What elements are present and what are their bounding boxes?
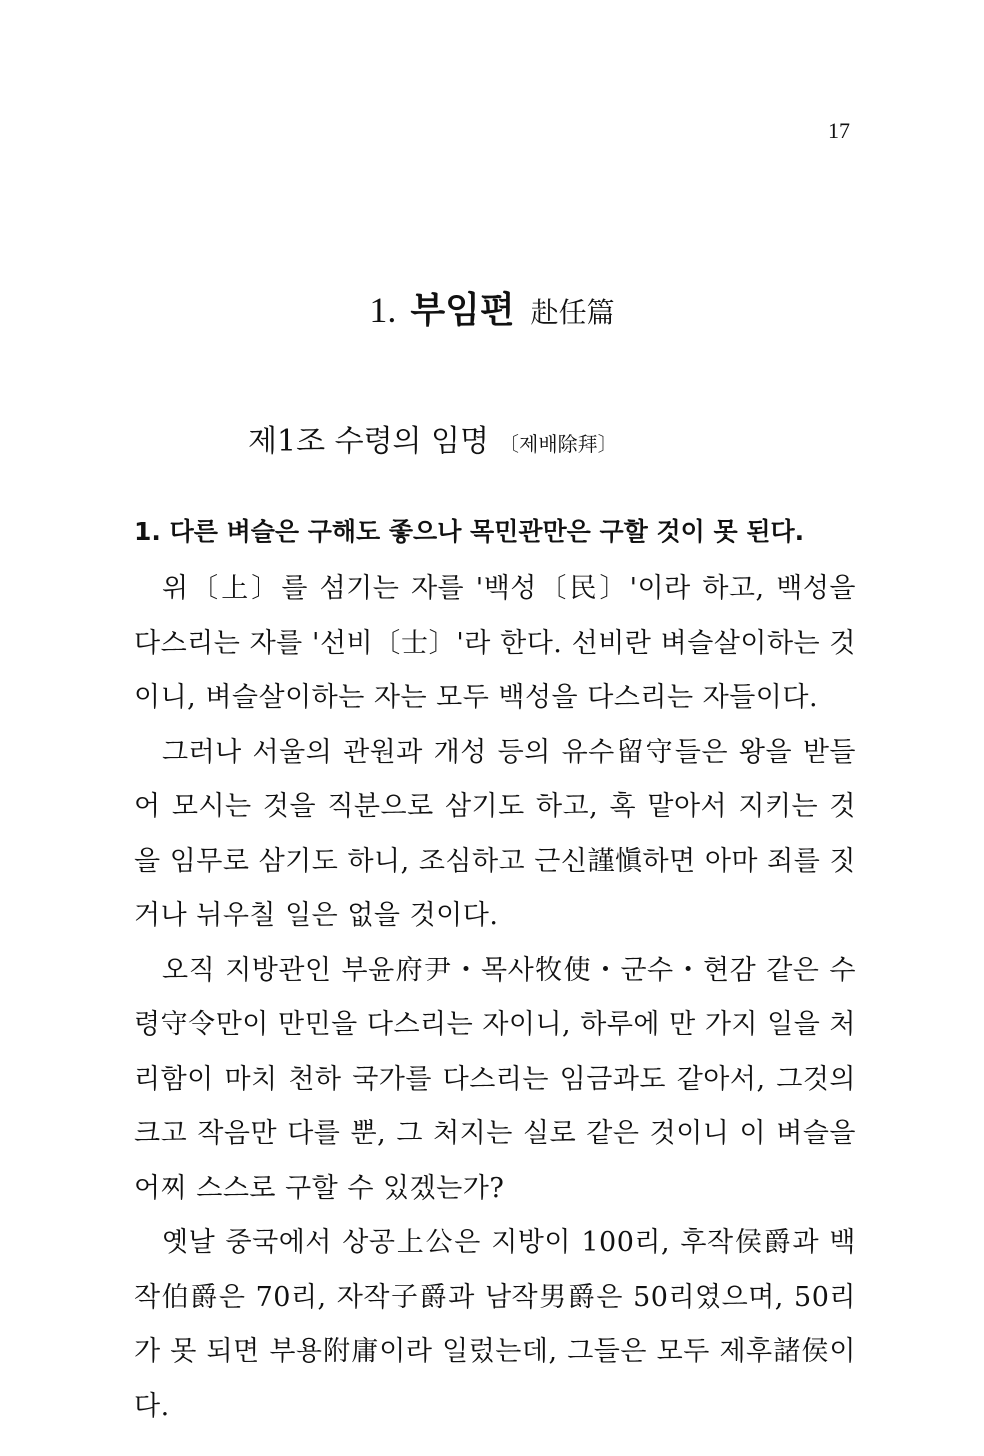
paragraph: 오직 지방관인 부윤府尹・목사牧使・군수・현감 같은 수령守令만이 만민을 다스리는 자이니, 하루에 만 가지 일을 처리함이 마치 천하 국가를 다스리는 임금과도 같아서, 그것의 크고 작음만 다를 뿐, 그 처지는 실로 같은 것이니 이 벼슬을 어찌 스스로 구할 수 있겠는가? <box>134 954 856 1204</box>
paragraph: 옛날 중국에서 상공上公은 지방이 100리, 후작侯爵과 백작伯爵은 70리, 자작子爵과 남작男爵은 50리였으며, 50리가 못 되면 부용附庸이라 일렀는데, 그들은 모두 제후諸侯이다. <box>134 1227 856 1422</box>
body-text <box>134 562 856 1434</box>
page-number: 17 <box>828 118 850 143</box>
article-subtitle: 〔제배除拜〕 <box>499 432 618 456</box>
article-title <box>248 416 618 460</box>
chapter-title <box>0 282 984 333</box>
chapter-title-hanja: 赴任篇 <box>530 296 615 329</box>
section-heading: 1. 다른 벼슬은 구해도 좋으나 목민관만은 구할 것이 못 된다. <box>134 517 805 546</box>
paragraph: 위〔上〕를 섬기는 자를 '백성〔民〕'이라 하고, 백성을 다스리는 자를 '선비〔士〕'라 한다. 선비란 벼슬살이하는 것이니, 벼슬살이하는 자는 모두 백성을 다스리는 자들이다. <box>134 573 856 713</box>
chapter-number: 1. <box>369 290 397 330</box>
article-title-text: 제1조 수령의 임명 <box>248 424 490 459</box>
paragraph: 그러나 서울의 관원과 개성 등의 유수留守들은 왕을 받들어 모시는 것을 직분으로 삼기도 하고, 혹 맡아서 지키는 것을 임무로 삼기도 하니, 조심하고 근신謹愼하면 아마 죄를 짓거나 뉘우칠 일은 없을 것이다. <box>134 736 856 931</box>
chapter-title-korean: 부임편 <box>410 290 515 331</box>
